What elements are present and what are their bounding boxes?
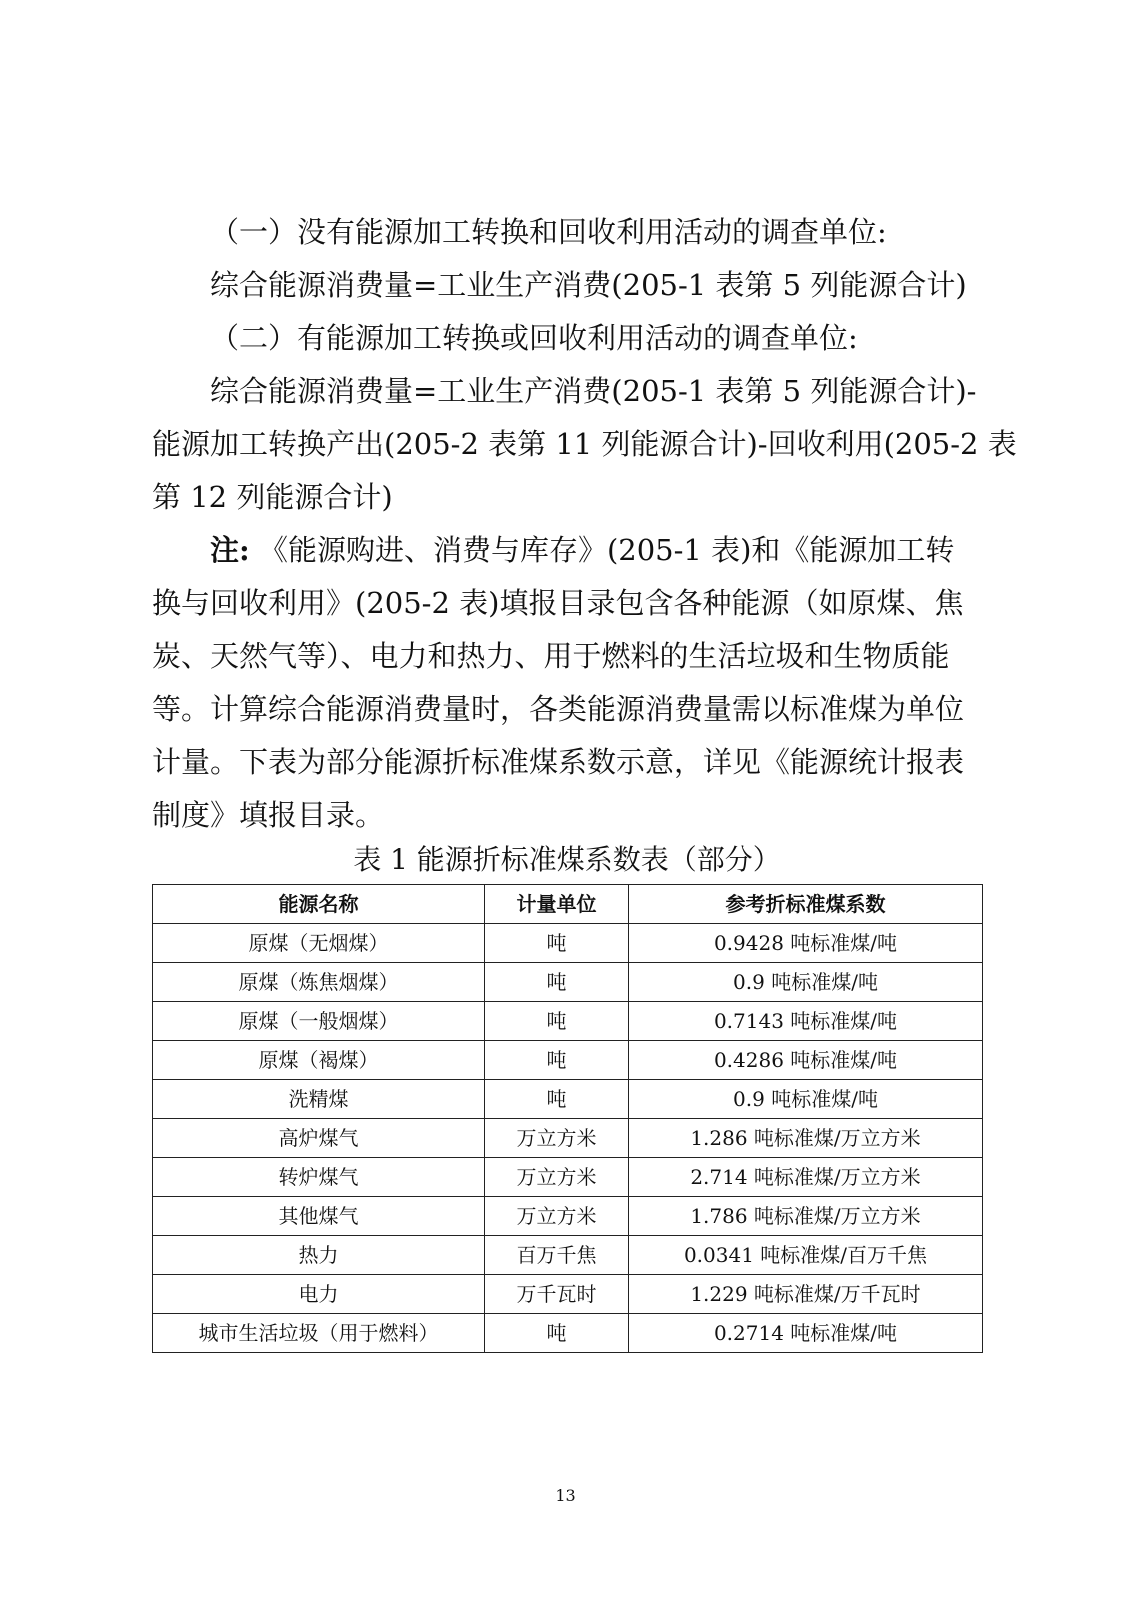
note-text-1: 《能源购进、消费与库存》(205-1 表)和《能源加工转 (258, 533, 955, 567)
section-heading-1: （一）没有能源加工转换和回收利用活动的调查单位: (210, 215, 887, 249)
cell-unit: 吨 (485, 1041, 629, 1080)
cell-energy-name: 转炉煤气 (153, 1158, 485, 1197)
table-row (153, 1275, 983, 1314)
cell-coefficient: 0.9 吨标准煤/吨 (629, 1080, 983, 1119)
formula-1: 综合能源消费量=工业生产消费(205-1 表第 5 列能源合计) (210, 268, 967, 302)
formula-2-line-2: 能源加工转换产出(205-2 表第 11 列能源合计)-回收利用(205-2 表 (152, 427, 1017, 461)
note-line-6: 制度》填报目录。 (152, 798, 385, 832)
cell-unit: 吨 (485, 1314, 629, 1353)
cell-energy-name: 原煤（无烟煤） (153, 924, 485, 963)
cell-energy-name: 洗精煤 (153, 1080, 485, 1119)
cell-unit: 百万千焦 (485, 1236, 629, 1275)
cell-coefficient: 0.9 吨标准煤/吨 (629, 963, 983, 1002)
cell-coefficient: 1.229 吨标准煤/万千瓦时 (629, 1275, 983, 1314)
cell-energy-name: 电力 (153, 1275, 485, 1314)
note-line-2: 换与回收利用》(205-2 表)填报目录包含各种能源（如原煤、焦 (152, 586, 964, 620)
cell-coefficient: 0.2714 吨标准煤/吨 (629, 1314, 983, 1353)
table-row (153, 1002, 983, 1041)
table-row (153, 1080, 983, 1119)
cell-coefficient: 1.786 吨标准煤/万立方米 (629, 1197, 983, 1236)
cell-unit: 万立方米 (485, 1158, 629, 1197)
cell-coefficient: 0.7143 吨标准煤/吨 (629, 1002, 983, 1041)
energy-coefficient-table (152, 884, 983, 1353)
cell-energy-name: 城市生活垃圾（用于燃料） (153, 1314, 485, 1353)
note-line-5: 计量。下表为部分能源折标准煤系数示意，详见《能源统计报表 (152, 745, 965, 779)
formula-2-line-1: 综合能源消费量=工业生产消费(205-1 表第 5 列能源合计)- (210, 374, 977, 408)
cell-unit: 吨 (485, 963, 629, 1002)
cell-unit: 吨 (485, 924, 629, 963)
table-row (153, 1041, 983, 1080)
cell-energy-name: 原煤（炼焦烟煤） (153, 963, 485, 1002)
note-label: 注: (210, 533, 250, 567)
table-row (153, 963, 983, 1002)
table-header-row (153, 885, 983, 924)
cell-unit: 吨 (485, 1002, 629, 1041)
cell-coefficient: 0.9428 吨标准煤/吨 (629, 924, 983, 963)
cell-unit: 吨 (485, 1080, 629, 1119)
cell-coefficient: 2.714 吨标准煤/万立方米 (629, 1158, 983, 1197)
cell-unit: 万立方米 (485, 1197, 629, 1236)
formula-2-line-3: 第 12 列能源合计) (152, 480, 393, 514)
cell-unit: 万千瓦时 (485, 1275, 629, 1314)
cell-coefficient: 0.0341 吨标准煤/百万千焦 (629, 1236, 983, 1275)
note-line-4: 等。计算综合能源消费量时，各类能源消费量需以标准煤为单位 (152, 692, 965, 726)
cell-coefficient: 1.286 吨标准煤/万立方米 (629, 1119, 983, 1158)
cell-energy-name: 原煤（一般烟煤） (153, 1002, 485, 1041)
table-caption: 表 1 能源折标准煤系数表（部分） (353, 843, 781, 876)
table-row (153, 1314, 983, 1353)
cell-energy-name: 原煤（褐煤） (153, 1041, 485, 1080)
table-row (153, 1236, 983, 1275)
cell-unit: 万立方米 (485, 1119, 629, 1158)
cell-coefficient: 0.4286 吨标准煤/吨 (629, 1041, 983, 1080)
page-number: 13 (555, 1486, 576, 1505)
table-row (153, 1158, 983, 1197)
table-row (153, 924, 983, 963)
header-unit: 计量单位 (485, 885, 629, 924)
cell-energy-name: 其他煤气 (153, 1197, 485, 1236)
header-energy-name: 能源名称 (153, 885, 485, 924)
note-line-3: 炭、天然气等）、电力和热力、用于燃料的生活垃圾和生物质能 (152, 639, 950, 673)
cell-energy-name: 高炉煤气 (153, 1119, 485, 1158)
cell-energy-name: 热力 (153, 1236, 485, 1275)
table-row (153, 1197, 983, 1236)
section-heading-2: （二）有能源加工转换或回收利用活动的调查单位: (210, 321, 858, 355)
note-line-1 (210, 530, 1040, 570)
header-coefficient: 参考折标准煤系数 (629, 885, 983, 924)
table-row (153, 1119, 983, 1158)
